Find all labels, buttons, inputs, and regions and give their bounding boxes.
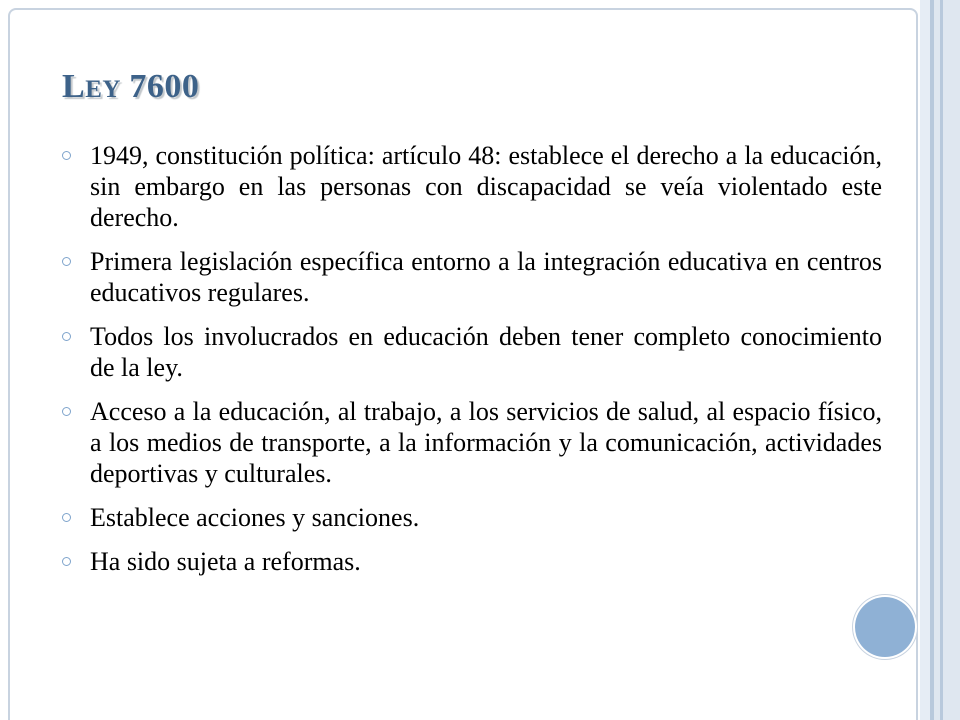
list-item — [62, 140, 882, 233]
list-item — [62, 321, 882, 383]
decorative-stripe — [920, 0, 930, 720]
list-item-text: Primera legislación específica entorno a la integración educativa en centros educativos regulares. — [90, 247, 882, 307]
bullet-icon — [62, 407, 71, 416]
list-item — [62, 502, 882, 533]
bullet-list — [62, 140, 882, 590]
decorative-stripe — [943, 0, 960, 720]
decorative-circle-icon — [855, 597, 915, 657]
slide-title — [62, 70, 199, 104]
title-number: 7600 — [129, 68, 200, 105]
list-item-text: Establece acciones y sanciones. — [90, 503, 420, 532]
bullet-icon — [62, 332, 71, 341]
list-item — [62, 246, 882, 308]
list-item — [62, 546, 882, 577]
bullet-icon — [62, 151, 71, 160]
bullet-icon — [62, 513, 71, 522]
list-item-text: Ha sido sujeta a reformas. — [90, 547, 361, 576]
list-item — [62, 396, 882, 489]
list-item-text: Acceso a la educación, al trabajo, a los servicios de salud, al espacio físico, a los medios de transporte, a la información y la comunicación, actividades deportivas y culturales. — [90, 397, 882, 488]
title-rest: EY — [85, 76, 121, 103]
list-item-text: 1949, constitución política: artículo 48: establece el derecho a la educación, sin embargo en las personas con discapacidad se veía violentado este derecho. — [90, 141, 882, 232]
bullet-icon — [62, 257, 71, 266]
list-item-text: Todos los involucrados en educación deben tener completo conocimiento de la ley. — [90, 322, 882, 382]
title-initial: L — [62, 68, 86, 105]
bullet-icon — [62, 557, 71, 566]
